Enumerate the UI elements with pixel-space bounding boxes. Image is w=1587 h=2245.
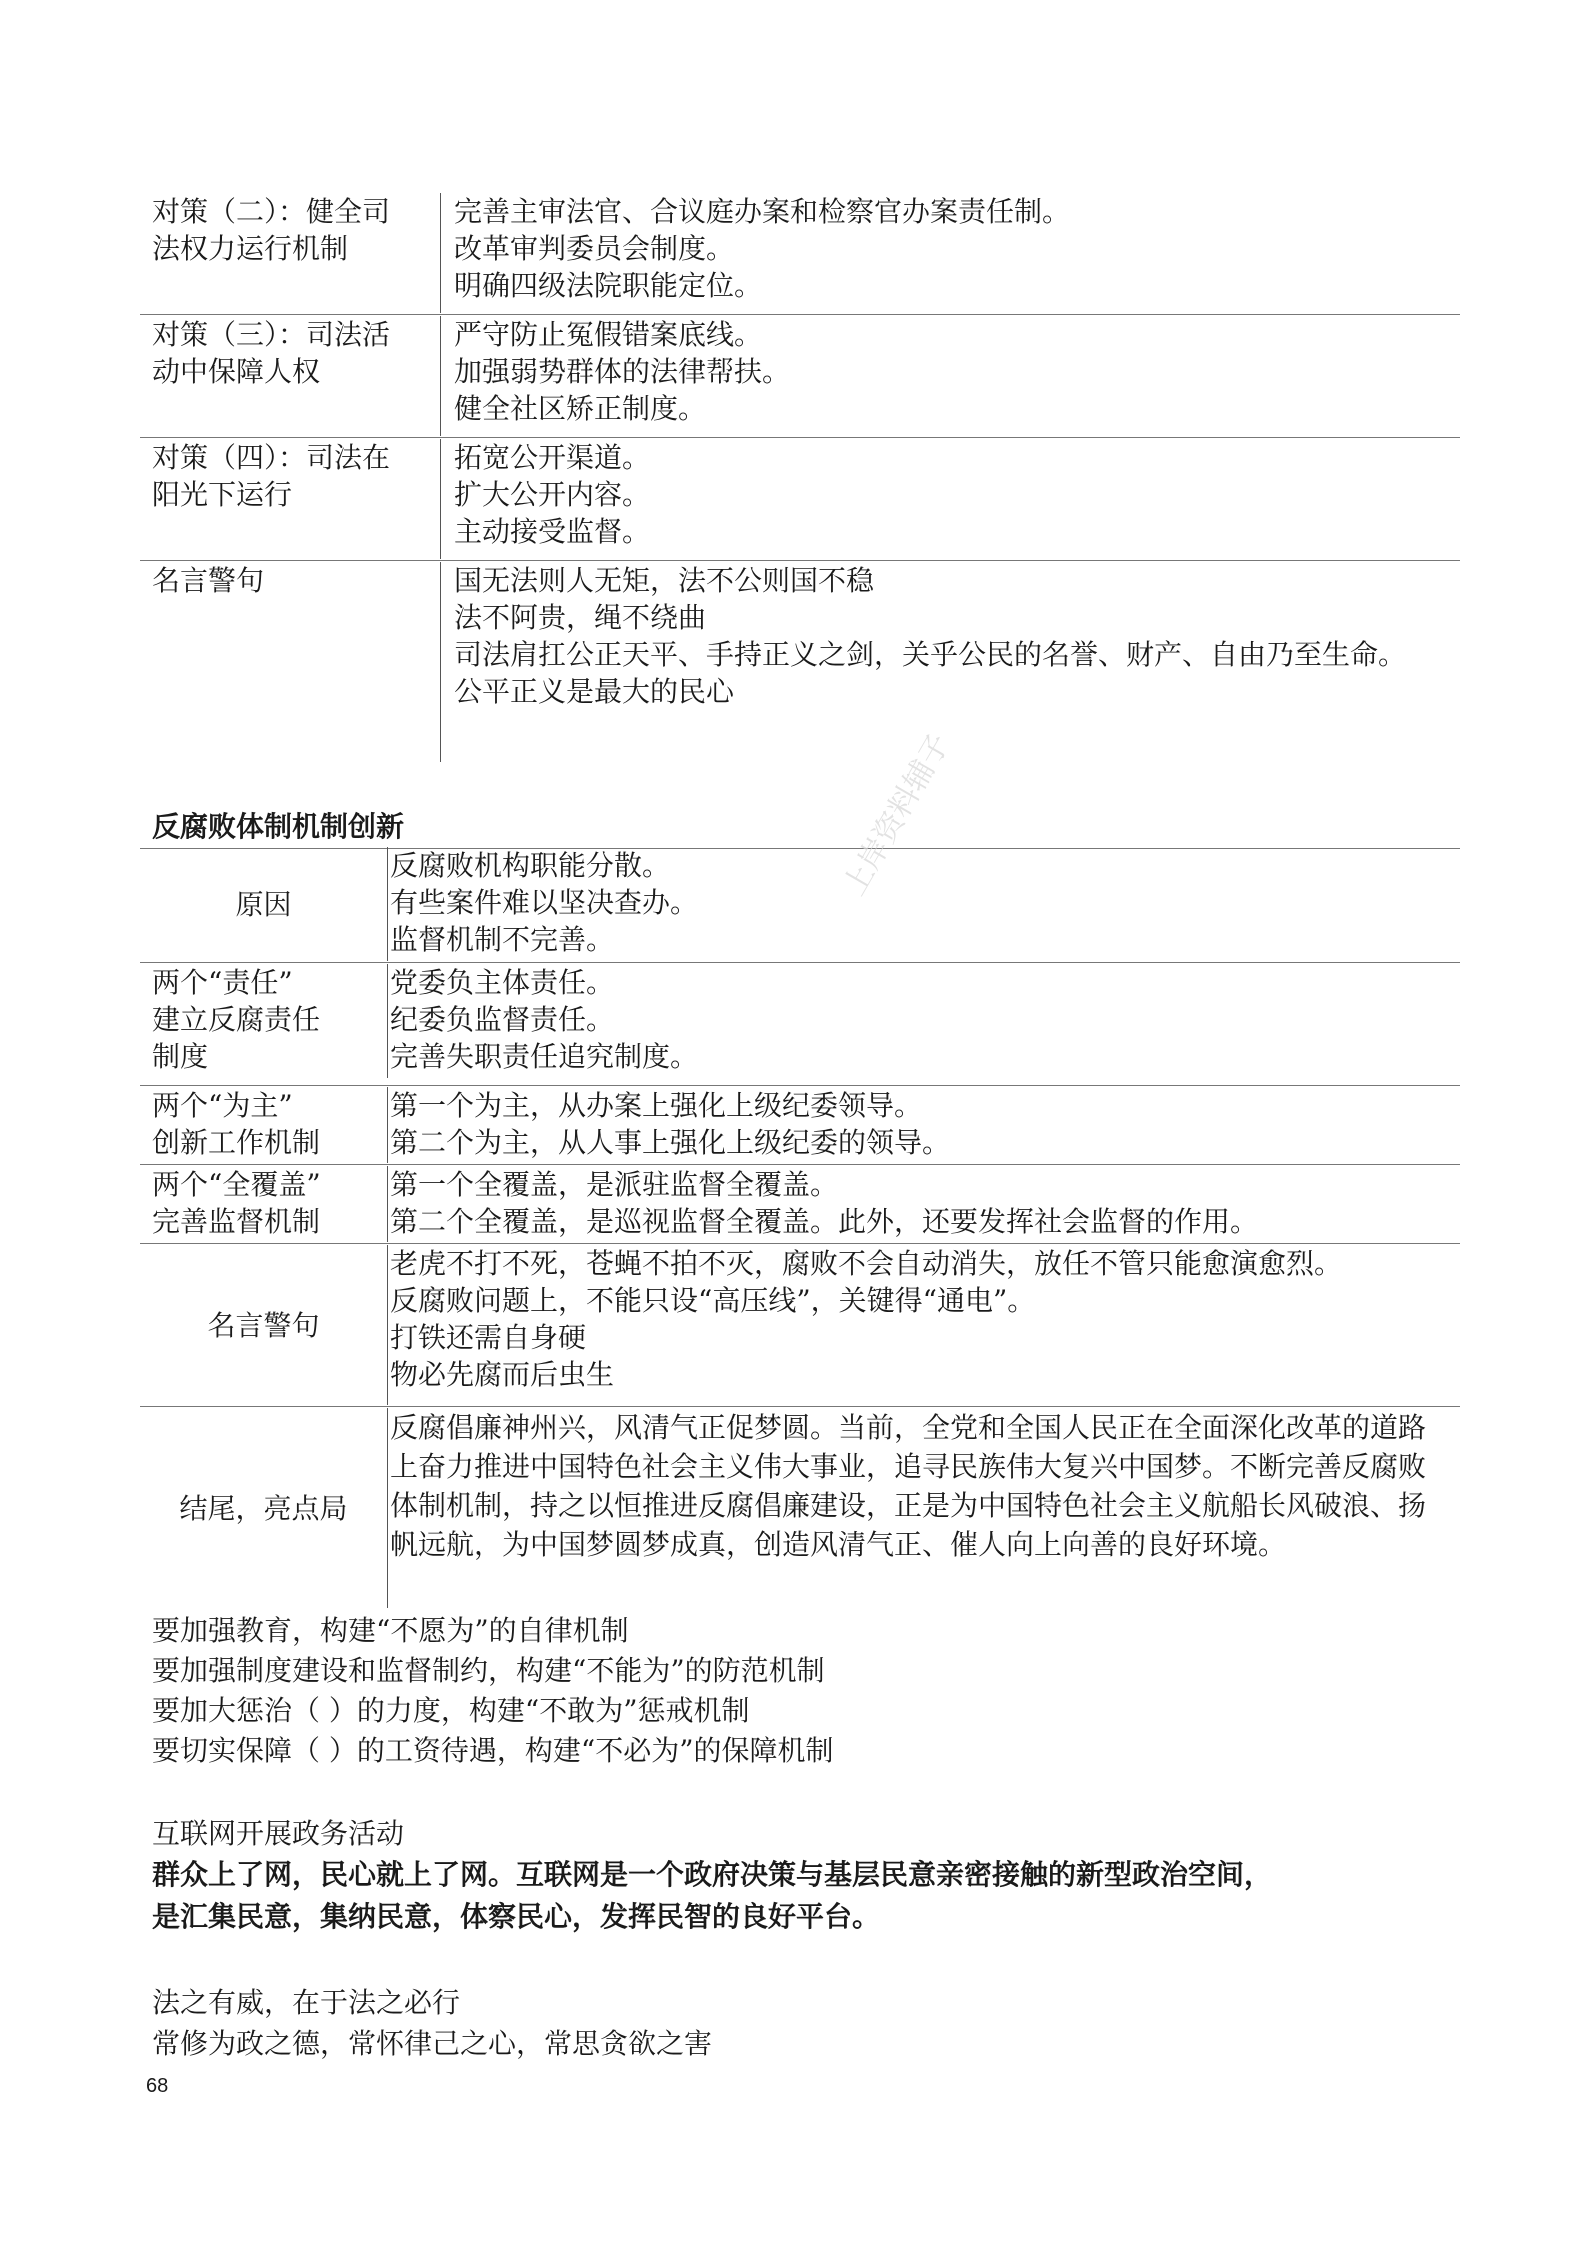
bold-text-line: 是汇集民意，集纳民意，体察民心，发挥民智的良好平台。 (152, 1900, 881, 1933)
row-label: 原因 (235, 887, 292, 921)
table2-row-6 (140, 1408, 1460, 1608)
watermark: 上岸资料辅子 (836, 728, 958, 902)
divider (140, 1085, 1460, 1086)
row-content: 老虎不打不死，苍蝇不拍不灭，腐败不会自动消失，放任不管只能愈演愈烈。 反腐败问题上，不能只设“高压线”，关键得“通电”。 打铁还需自身硬 物必先腐而后虫生 (387, 1245, 1460, 1405)
page-number: 68 (146, 2075, 169, 2097)
row-label: 名言警句 (152, 564, 265, 597)
text-line: 要切实保障（ ）的工资待遇，构建“不必为”的保障机制 (152, 1734, 834, 1767)
text-line: 法之有威，在于法之必行 (152, 1986, 461, 2019)
row-content: 第一个为主，从办案上强化上级纪委领导。 第二个为主，从人事上强化上级纪委的领导。 (387, 1087, 1460, 1163)
divider (140, 962, 1460, 963)
table2-row-5 (140, 1245, 1460, 1405)
table1-row-1 (140, 193, 1460, 313)
text-line: 要加大惩治（ ）的力度，构建“不敢为”惩戒机制 (152, 1694, 750, 1727)
row-content: 反腐倡廉神州兴，风清气正促梦圆。当前，全党和全国人民正在全面深化改革的道路上奋力推进中国特色社会主义伟大事业，追寻民族伟大复兴中国梦。不断完善反腐败体制机制，持之以恒推进反腐倡廉建设，正是为中国特色社会主义航船长风破浪、扬帆远航，为中国梦圆梦成真，创造风清气正、催人向上向善的良好环境。 (387, 1408, 1460, 1608)
row-content: 党委负主体责任。 纪委负监督责任。 完善失职责任追究制度。 (387, 964, 1460, 1078)
row-content: 严守防止冤假错案底线。 加强弱势群体的法律帮扶。 健全社区矫正制度。 (440, 316, 1460, 436)
row-content: 反腐败机构职能分散。 有些案件难以坚决查办。 监督机制不完善。 (387, 847, 1460, 961)
row-content: 完善主审法官、合议庭办案和检察官办案责任制。 改革审判委员会制度。 明确四级法院职能定位。 (440, 193, 1460, 313)
table2-row-4 (140, 1166, 1460, 1242)
text-line: 要加强制度建设和监督制约，构建“不能为”的防范机制 (152, 1654, 825, 1687)
row-label: 两个“责任” 建立反腐责任 制度 (152, 966, 321, 1073)
table2-row-1 (140, 847, 1460, 961)
table2-row-2 (140, 964, 1460, 1078)
divider (140, 437, 1460, 438)
table1-row-3 (140, 439, 1460, 559)
row-label: 对策（三）：司法活 动中保障人权 (152, 318, 391, 388)
row-label: 对策（四）：司法在 阳光下运行 (152, 441, 391, 511)
table1-row-2 (140, 316, 1460, 436)
table2-row-3 (140, 1087, 1460, 1163)
text-line: 常修为政之德，常怀律己之心，常思贪欲之害 (152, 2027, 713, 2060)
divider (140, 1406, 1460, 1407)
divider (140, 1164, 1460, 1165)
row-label: 两个“全覆盖” 完善监督机制 (152, 1168, 321, 1238)
divider (140, 314, 1460, 315)
row-content: 第一个全覆盖，是派驻监督全覆盖。 第二个全覆盖，是巡视监督全覆盖。此外，还要发挥社会监督的作用。 (387, 1166, 1460, 1242)
row-label: 两个“为主” 创新工作机制 (152, 1089, 321, 1159)
section-title: 互联网开展政务活动 (152, 1817, 405, 1850)
row-label: 对策（二）：健全司 法权力运行机制 (152, 195, 391, 265)
row-content: 拓宽公开渠道。 扩大公开内容。 主动接受监督。 (440, 439, 1460, 559)
row-content: 国无法则人无矩，法不公则国不稳 法不阿贵，绳不绕曲 司法肩扛公正天平、手持正义之剑，关乎公民的名誉、财产、自由乃至生命。 公平正义是最大的民心 (440, 562, 1460, 762)
row-label: 名言警句 (207, 1308, 320, 1342)
divider (140, 560, 1460, 561)
table1-row-4 (140, 562, 1460, 762)
row-label: 结尾，亮点局 (179, 1491, 348, 1525)
divider (140, 1243, 1460, 1244)
bold-text-line: 群众上了网，民心就上了网。互联网是一个政府决策与基层民意亲密接触的新型政治空间， (152, 1858, 1273, 1891)
text-line: 要加强教育，构建“不愿为”的自律机制 (152, 1614, 629, 1647)
section-title: 反腐败体制机制创新 (152, 810, 405, 843)
